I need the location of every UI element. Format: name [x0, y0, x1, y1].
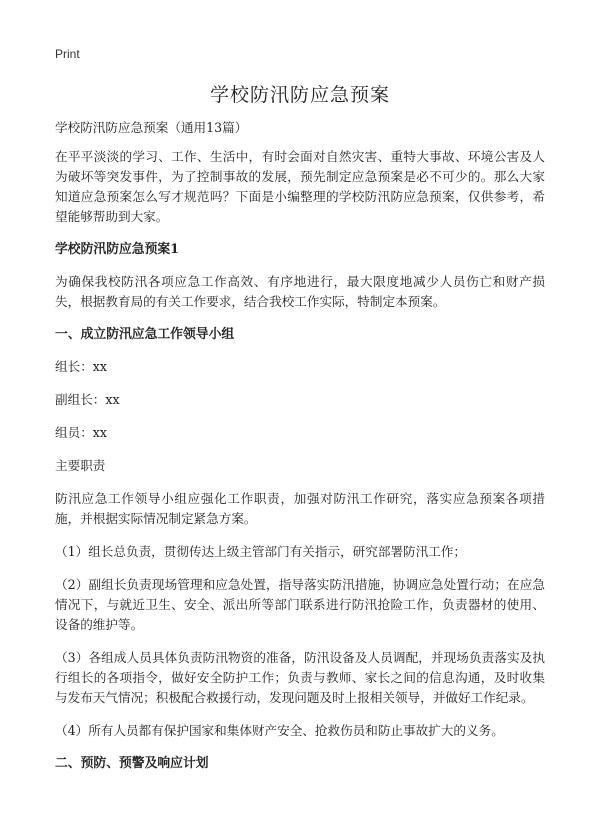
intro-paragraph: 在平平淡淡的学习、工作、生活中，有时会面对自然灾害、重特大事故、环境公害及人为破坏等突发事件，为了控制事故的发展，预先制定应急预案是必不可少的。那么大家知道应急预案怎么写才规范吗？下面是小编整理的学校防汛防应急预案，仅供参考，希望能够帮助到大家。 [55, 149, 545, 224]
heading-leadership-group: 一、成立防汛应急工作领导小组 [55, 327, 235, 342]
duty-item-4: （4）所有人员都有保护国家和集体财产安全、抢救伤员和防止事故扩大的义务。 [55, 723, 504, 738]
print-label: Print [55, 47, 80, 61]
page-title: 学校防汛防应急预案 [209, 84, 390, 106]
duties-intro-paragraph: 防汛应急工作领导小组应强化工作职责，加强对防汛工作研究，落实应急预案各项措施，并根据实际情况制定紧急方案。 [55, 491, 545, 526]
duty-item-1: （1）组长总负责，贯彻传达上级主管部门有关指示，研究部署防汛工作； [55, 544, 467, 559]
heading-prevention-plan: 二、预防、预警及响应计划 [55, 756, 209, 771]
document-body [55, 118, 545, 786]
duty-item-3: （3）各组成人员具体负责防汛物资的准备，防汛设备及人员调配，并现场负责落实及执行组长的各项指令，做好安全防护工作；负责与教师、家长之间的信息沟通，及时收集与发布天气情况；积极配合救援行动，发现问题及时上报相关领导，并做好工作纪录。 [55, 650, 545, 705]
section-title: 学校防汛防应急预案1 [55, 242, 180, 257]
member-line: 组员：xx [55, 425, 107, 440]
section-intro-paragraph: 为确保我校防汛各项应急工作高效、有序地进行，最大限度地减少人员伤亡和财产损失，根据教育局的有关工作要求，结合我校工作实际，特制定本预案。 [55, 274, 545, 309]
duties-label: 主要职责 [55, 458, 106, 473]
vice-leader-line: 副组长：xx [55, 392, 120, 407]
duty-item-2: （2）副组长负责现场管理和应急处置，指导落实防汛措施，协调应急处置行动；在应急情况下，与就近卫生、安全、派出所等部门联系进行防汛抢险工作，负责器材的使用、设备的维护等。 [55, 577, 545, 632]
leader-line: 组长：xx [55, 359, 107, 374]
subtitle: 学校防汛防应急预案（通用13篇） [55, 120, 248, 135]
